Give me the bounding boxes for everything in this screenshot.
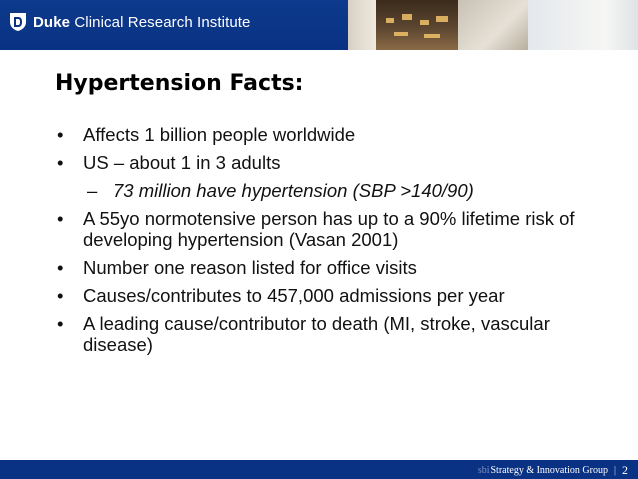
bullet-text: A leading cause/contributor to death (MI, stroke, vascular disease) xyxy=(83,313,550,355)
bullet-marker: • xyxy=(57,257,64,278)
slide-title: Hypertension Facts: xyxy=(55,71,304,96)
sub-bullet-item xyxy=(57,180,617,201)
sub-bullet-marker: – xyxy=(87,180,98,201)
bullet-item xyxy=(57,152,617,173)
sub-bullet-text: 73 million have hypertension (SBP >140/90) xyxy=(113,180,474,201)
logo-institute: Clinical Research Institute xyxy=(74,13,251,31)
bullet-item xyxy=(57,257,617,278)
bullet-text: A 55yo normotensive person has up to a 90% lifetime risk of developing hypertension (Vasan 2001) xyxy=(83,208,575,250)
logo-brand: Duke xyxy=(33,13,71,31)
bullet-marker: • xyxy=(57,124,64,145)
duke-logo xyxy=(9,10,250,34)
bullet-text: Affects 1 billion people worldwide xyxy=(83,124,356,145)
header-banner xyxy=(0,0,638,50)
bullet-item xyxy=(57,208,617,250)
bullet-item xyxy=(57,124,617,145)
bullet-text: Causes/contributes to 457,000 admissions per year xyxy=(83,285,505,306)
bullet-marker: • xyxy=(57,313,64,334)
footer-sbi-mark: sbi xyxy=(477,465,490,476)
page-number: 2 xyxy=(622,463,628,477)
photo-building xyxy=(376,0,458,50)
bullet-marker: • xyxy=(57,208,64,229)
footer-label xyxy=(478,463,628,478)
duke-shield-icon xyxy=(9,12,27,32)
bullet-item xyxy=(57,285,617,306)
photo-tablet xyxy=(528,0,638,50)
bullet-marker: • xyxy=(57,152,64,173)
footer-separator: | xyxy=(613,465,616,476)
photo-clinic xyxy=(458,0,528,50)
bullet-marker: • xyxy=(57,285,64,306)
bullet-text: Number one reason listed for office visits xyxy=(83,257,417,278)
bullet-list xyxy=(57,124,617,362)
header-photos xyxy=(348,0,638,50)
bullet-text: US – about 1 in 3 adults xyxy=(83,152,281,173)
bullet-item xyxy=(57,313,617,355)
footer-group-name: Strategy & Innovation Group xyxy=(490,465,608,476)
footer-bar xyxy=(0,460,638,479)
logo-text xyxy=(33,14,250,31)
photo-strip-a xyxy=(348,0,376,50)
